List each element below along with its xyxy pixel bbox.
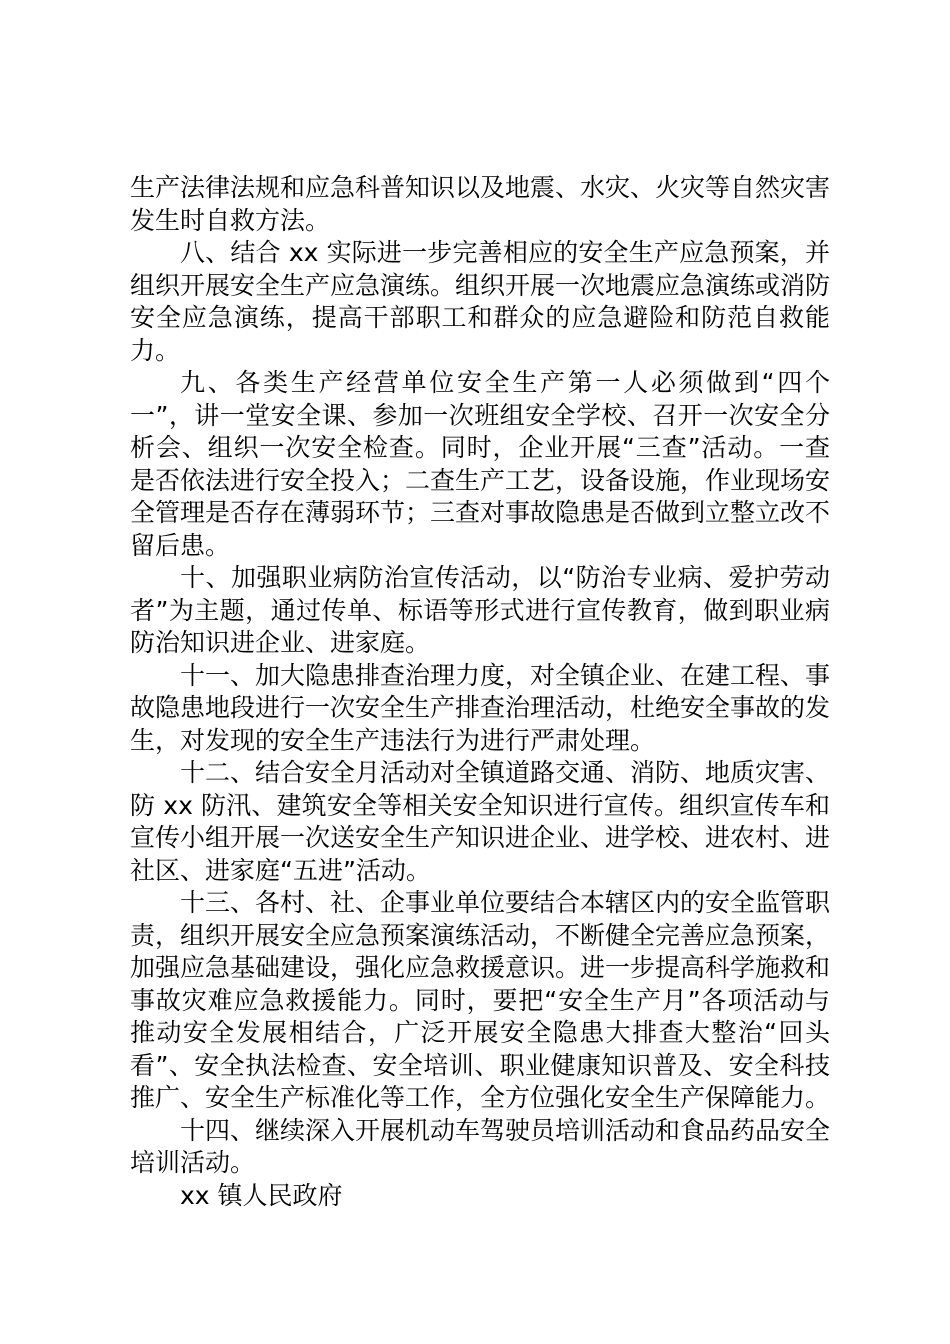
paragraph-item-8: 八、结合 xx 实际进一步完善相应的安全生产应急预案，并组织开展安全生产应急演练。组织开展一次地震应急演练或消防安全应急演练，提高干部职工和群众的应急避险和防范自救能力。 — [130, 238, 831, 365]
paragraph-item-12: 十二、结合安全月活动对全镇道路交通、消防、地质灾害、防 xx 防汛、建筑安全等相关安全知识进行宣传。组织宣传车和宣传小组开展一次送安全生产知识进企业、进学校、进农村、进社区、进家庭“五进”活动。 — [130, 758, 831, 885]
signature-issuer: xx 镇人民政府 — [180, 1180, 343, 1210]
paragraph-continuation: 生产法律法规和应急科普知识以及地震、水灾、火灾等自然灾害发生时自救方法。 — [130, 173, 831, 235]
document-body — [130, 172, 830, 1212]
paragraph-item-14: 十四、继续深入开展机动车驾驶员培训活动和食品药品安全培训活动。 — [130, 1115, 831, 1177]
paragraph-item-10: 十、加强职业病防治宣传活动，以“防治专业病、爱护劳动者”为主题，通过传单、标语等形式进行宣传教育，做到职业病防治知识进企业、进家庭。 — [130, 563, 830, 657]
paragraph-item-13: 十三、各村、社、企事业单位要结合本辖区内的安全监管职责，组织开展安全应急预案演练活动，不断健全完善应急预案，加强应急基础建设，强化应急救援意识。进一步提高科学施救和事故灾难应急救援能力。同时，要把“安全生产月”各项活动与推动安全发展相结合，广泛开展安全隐患大排查大整治“回头看”、安全执法检查、安全培训、职业健康知识普及、安全科技推广、安全生产标准化等工作，全方位强化安全生产保障能力。 — [130, 888, 831, 1112]
paragraph-item-11: 十一、加大隐患排查治理力度，对全镇企业、在建工程、事故隐患地段进行一次安全生产排查治理活动，杜绝安全事故的发生，对发现的安全生产违法行为进行严肃处理。 — [130, 660, 831, 755]
paragraph-item-9: 九、各类生产经营单位安全生产第一人必须做到“四个一”，讲一堂安全课、参加一次班组安全学校、召开一次安全分析会、组织一次安全检查。同时，企业开展“三查”活动。一查是否依法进行安全投入；二查生产工艺，设备设施，作业现场安全管理是否存在薄弱环节；三查对事故隐患是否做到立整立改不留后患。 — [130, 368, 831, 560]
